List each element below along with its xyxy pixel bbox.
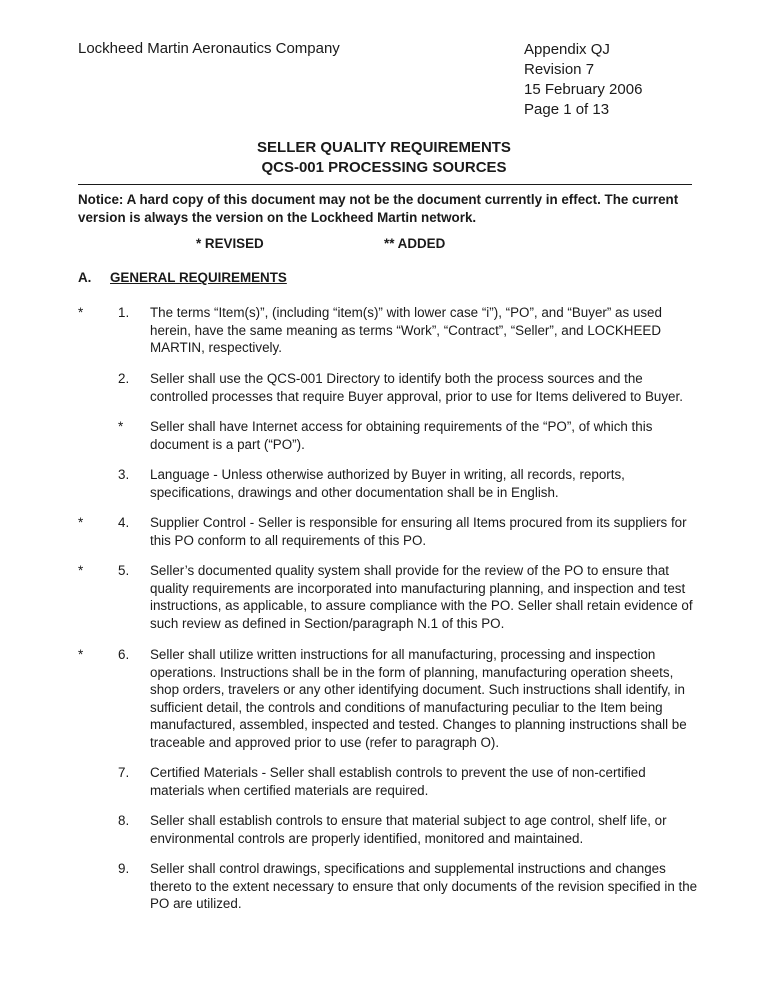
legend-revised: * REVISED	[196, 236, 264, 251]
section-letter: A.	[78, 270, 92, 285]
item-number: 1.	[118, 305, 130, 320]
notice-text: Notice: A hard copy of this document may not be the document currently in effect. The current version is always the version on the Lockheed Martin network.	[78, 192, 679, 225]
document-info	[524, 40, 642, 120]
revised-marker: *	[78, 305, 84, 320]
item-text: Seller shall utilize written instructions for all manufacturing, processing and inspection operations. Instructions shall be in the form of planning, manufacturing operation sheets, shop orders, travelers or any other identifying document. Such instructions shall identify, in sufficient detail, the controls and conditions of manufacturing peculiar to the Item being manufactured, assembled, inspected and tested. Changes to planning instructions shall be traceable and approved prior to use (refer to paragraph O).	[150, 647, 687, 750]
item-text: Certified Materials - Seller shall establish controls to prevent the use of non-certified materials when certified materials are required.	[150, 765, 646, 798]
item-text: Seller shall have Internet access for obtaining requirements of the “PO”, of which this document is a part (“PO”).	[150, 419, 653, 452]
item-number: 4.	[118, 515, 130, 530]
page-number: Page 1 of 13	[524, 101, 610, 118]
item-number: 5.	[118, 563, 130, 578]
revised-marker: *	[78, 647, 84, 662]
date-label: 15 February 2006	[524, 81, 643, 98]
document-subtitle: QCS-001 PROCESSING SOURCES	[261, 159, 507, 176]
item-number: 7.	[118, 765, 130, 780]
appendix-label: Appendix QJ	[524, 41, 610, 58]
item-text: Seller shall control drawings, specifications and supplemental instructions and changes thereto to the extent necessary to ensure that only documents of the revision specified in the PO are utilized.	[150, 861, 698, 911]
item-text: Language - Unless otherwise authorized by Buyer in writing, all records, reports, specifications, drawings and other documentation shall be in English.	[150, 467, 625, 500]
item-text: The terms “Item(s)”, (including “item(s)” with lower case “i”), “PO”, and “Buyer” as used herein, have the same meaning as terms “Work”, “Contract”, “Seller”, and LOCKHEED MARTIN, respectively.	[150, 305, 662, 355]
revised-marker: *	[78, 515, 84, 530]
item-number: 3.	[118, 467, 130, 482]
title-divider	[78, 184, 692, 185]
item-number: 8.	[118, 813, 130, 828]
item-number: 6.	[118, 647, 130, 662]
item-number: *	[118, 419, 124, 434]
revised-marker: *	[78, 563, 84, 578]
document-title: SELLER QUALITY REQUIREMENTS	[257, 139, 511, 156]
company-name: Lockheed Martin Aeronautics Company	[78, 40, 340, 57]
item-text: Seller shall establish controls to ensure that material subject to age control, shelf life, or environmental controls are properly identified, monitored and maintained.	[150, 813, 667, 846]
item-text: Seller shall use the QCS-001 Directory to identify both the process sources and the controlled processes that require Buyer approval, prior to use for Items delivered to Buyer.	[150, 371, 683, 404]
section-title: GENERAL REQUIREMENTS	[110, 270, 287, 285]
legend-added: ** ADDED	[384, 236, 446, 251]
item-text: Supplier Control - Seller is responsible for ensuring all Items procured from its suppliers for this PO conform to all requirements of this PO.	[150, 515, 687, 548]
item-number: 2.	[118, 371, 130, 386]
item-text: Seller’s documented quality system shall provide for the review of the PO to ensure that quality requirements are incorporated into manufacturing planning, and inspection and test instructions, as applicable, to assure compliance with the PO. Seller shall retain evidence of such review as defined in Section/paragraph N.1 of this PO.	[150, 563, 693, 631]
revision-label: Revision 7	[524, 61, 595, 78]
item-number: 9.	[118, 861, 130, 876]
